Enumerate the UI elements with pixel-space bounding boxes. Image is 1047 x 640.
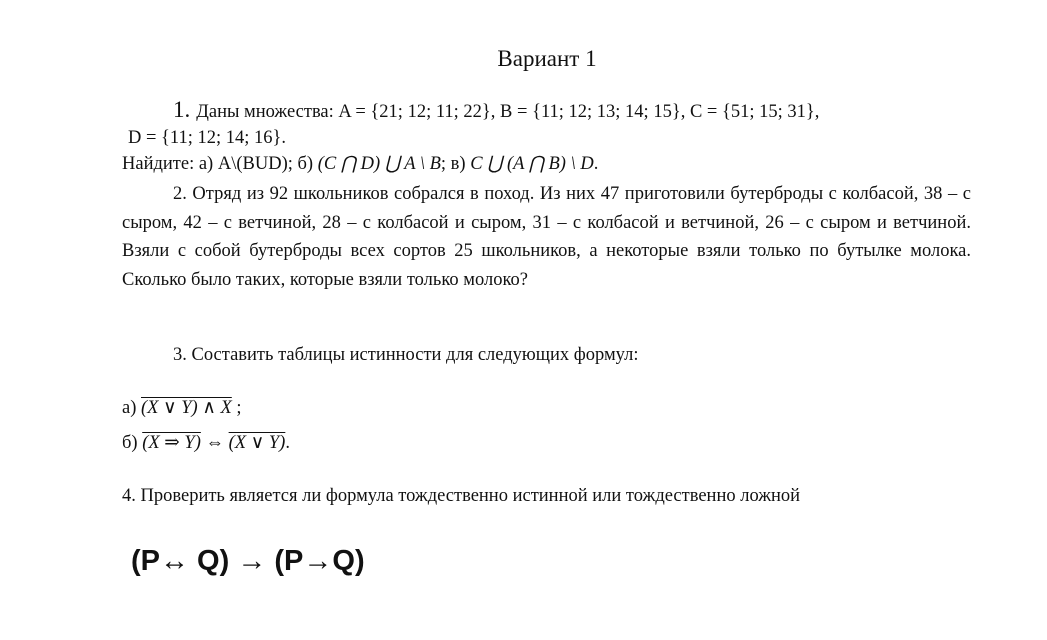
task1-formula-c: C ⋃ (A ⋂ B) \ D	[470, 154, 594, 174]
task1-line2: D = {11; 12; 14; 16}.	[128, 128, 287, 148]
task1-find-prefix: Найдите: а) A\(BUD); б)	[122, 154, 314, 174]
task3-b-right: (X ∨ Y)	[228, 433, 286, 453]
task3-a-formula: (X ∨ Y) ∧ X	[141, 398, 232, 418]
task1-line1	[173, 97, 819, 123]
task2-paragraph: 2. Отряд из 92 школьников собрался в поход. Из них 47 приготовили бутерброды с колбасой, 38 – с сыром, 42 – с ветчиной, 28 – с колбасой и сыром, 31 – с колбасой и ветчиной, 26 – с сыром и ветчиной. Взяли с собой бутерброды всех сортов 25 школьников, а некоторые взяли только по бутылке молока. Сколько было таких, которые взяли только молоко?	[122, 184, 971, 290]
task4-formula: (P↔ Q) → (P→Q)	[131, 545, 365, 577]
task3-a-end: ;	[236, 398, 242, 418]
task3-b-label: б)	[122, 433, 138, 453]
task1-formula-b: (C ⋂ D) ⋃ A \ B	[317, 154, 441, 174]
page-title: Вариант 1	[497, 46, 597, 71]
task3-b-left: (X ⇒ Y)	[142, 433, 201, 453]
task3-b-op: ⇔	[205, 433, 224, 453]
task3-formula-b	[122, 432, 290, 454]
task1-separator: ; в)	[440, 154, 466, 174]
task3-heading: 3. Составить таблицы истинности для следующих формул:	[173, 345, 639, 365]
task4-heading: 4. Проверить является ли формула тождественно истинной или тождественно ложной	[122, 486, 801, 506]
task3-b-end: .	[285, 433, 290, 453]
task3-formula-a	[122, 397, 242, 419]
task1-end: .	[593, 154, 599, 174]
task3-a-label: а)	[122, 398, 137, 418]
task1-number: 1.	[173, 97, 191, 122]
task1-line3	[122, 153, 598, 175]
task1-sets-text: Даны множества: A = {21; 12; 11; 22}, B = {11; 12; 13; 14; 15}, C = {51; 15; 31},	[196, 102, 820, 122]
